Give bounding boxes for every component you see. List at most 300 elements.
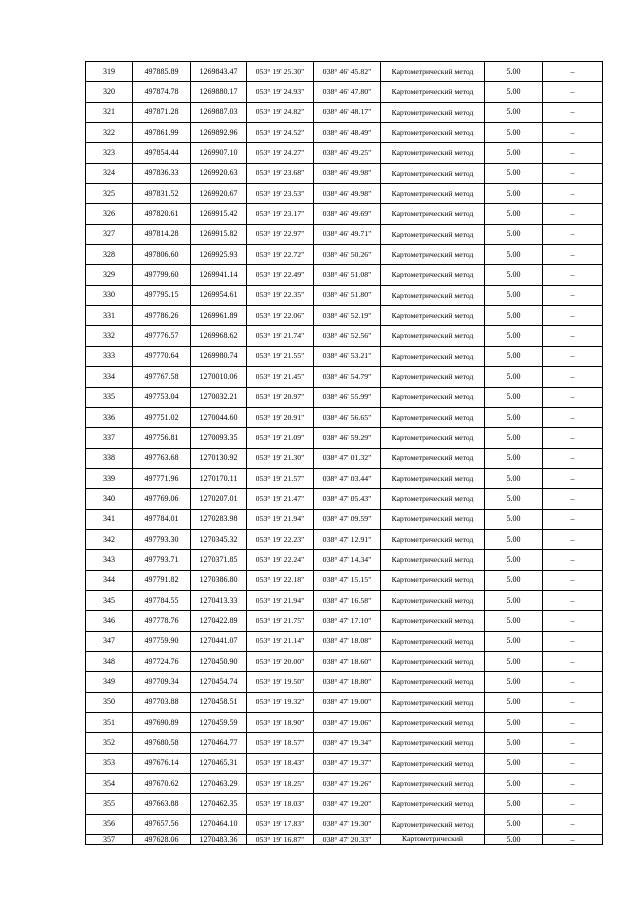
method-cell: Картометрический метод (381, 265, 485, 285)
x-coordinate-cell: 497795.15 (133, 285, 191, 305)
note-cell: – (543, 733, 603, 753)
note-cell: – (543, 692, 603, 712)
x-coordinate-cell: 497814.28 (133, 224, 191, 244)
accuracy-cell: 5.00 (485, 123, 543, 143)
note-cell: – (543, 163, 603, 183)
point-number-cell: 354 (86, 774, 133, 794)
x-coordinate-cell: 497724.76 (133, 651, 191, 671)
table-row (86, 713, 603, 733)
method-cell: Картометрический метод (381, 285, 485, 305)
y-coordinate-cell: 1270450.90 (191, 651, 247, 671)
y-coordinate-cell: 1270345.32 (191, 529, 247, 549)
accuracy-cell: 5.00 (485, 184, 543, 204)
longitude-cell: 038° 47' 05.43" (314, 489, 381, 509)
table-row (86, 651, 603, 671)
y-coordinate-cell: 1270454.74 (191, 672, 247, 692)
x-coordinate-cell: 497756.81 (133, 428, 191, 448)
latitude-cell: 053° 19' 22.49" (247, 265, 314, 285)
method-cell: Картометрический метод (381, 550, 485, 570)
point-number-cell: 337 (86, 428, 133, 448)
y-coordinate-cell: 1270371.85 (191, 550, 247, 570)
table-row (86, 143, 603, 163)
method-cell: Картометрический метод (381, 62, 485, 82)
latitude-cell: 053° 19' 23.17" (247, 204, 314, 224)
longitude-cell: 038° 47' 19.20" (314, 794, 381, 814)
point-number-cell: 330 (86, 285, 133, 305)
latitude-cell: 053° 19' 25.30" (247, 62, 314, 82)
y-coordinate-cell: 1270483.36 (191, 835, 247, 845)
method-cell: Картометрический метод (381, 123, 485, 143)
method-cell: Картометрический метод (381, 387, 485, 407)
y-coordinate-cell: 1269920.63 (191, 163, 247, 183)
accuracy-cell: 5.00 (485, 774, 543, 794)
method-cell: Картометрический метод (381, 102, 485, 122)
y-coordinate-cell: 1270462.35 (191, 794, 247, 814)
longitude-cell: 038° 46' 52.56" (314, 326, 381, 346)
longitude-cell: 038° 47' 12.91" (314, 529, 381, 549)
y-coordinate-cell: 1270207.01 (191, 489, 247, 509)
accuracy-cell: 5.00 (485, 672, 543, 692)
x-coordinate-cell: 497657.56 (133, 814, 191, 834)
y-coordinate-cell: 1269880.17 (191, 82, 247, 102)
method-cell: Картометрический метод (381, 326, 485, 346)
x-coordinate-cell: 497628.06 (133, 835, 191, 845)
point-number-cell: 352 (86, 733, 133, 753)
latitude-cell: 053° 19' 21.14" (247, 631, 314, 651)
method-cell: Картометрический метод (381, 692, 485, 712)
y-coordinate-cell: 1270422.89 (191, 611, 247, 631)
y-coordinate-cell: 1270441.07 (191, 631, 247, 651)
table-row (86, 611, 603, 631)
y-coordinate-cell: 1270464.10 (191, 814, 247, 834)
table-row (86, 835, 603, 845)
point-number-cell: 334 (86, 367, 133, 387)
point-number-cell: 319 (86, 62, 133, 82)
y-coordinate-cell: 1269968.62 (191, 326, 247, 346)
note-cell: – (543, 407, 603, 427)
x-coordinate-cell: 497861.99 (133, 123, 191, 143)
method-cell: Картометрический метод (381, 814, 485, 834)
table-row (86, 204, 603, 224)
accuracy-cell: 5.00 (485, 285, 543, 305)
method-cell: Картометрический метод (381, 672, 485, 692)
point-number-cell: 350 (86, 692, 133, 712)
method-cell: Картометрический метод (381, 245, 485, 265)
x-coordinate-cell: 497778.76 (133, 611, 191, 631)
table-row (86, 489, 603, 509)
latitude-cell: 053° 19' 21.55" (247, 346, 314, 366)
method-cell: Картометрический метод (381, 774, 485, 794)
table-row (86, 794, 603, 814)
accuracy-cell: 5.00 (485, 82, 543, 102)
accuracy-cell: 5.00 (485, 346, 543, 366)
latitude-cell: 053° 19' 21.57" (247, 468, 314, 488)
method-cell: Картометрический метод (381, 468, 485, 488)
longitude-cell: 038° 46' 49.98" (314, 163, 381, 183)
method-cell: Картометрический метод (381, 82, 485, 102)
latitude-cell: 053° 19' 22.72" (247, 245, 314, 265)
coordinates-table (85, 61, 603, 845)
accuracy-cell: 5.00 (485, 529, 543, 549)
accuracy-cell: 5.00 (485, 62, 543, 82)
method-cell: Картометрический метод (381, 733, 485, 753)
x-coordinate-cell: 497793.30 (133, 529, 191, 549)
latitude-cell: 053° 19' 22.23" (247, 529, 314, 549)
longitude-cell: 038° 46' 55.99" (314, 387, 381, 407)
longitude-cell: 038° 47' 18.80" (314, 672, 381, 692)
note-cell: – (543, 204, 603, 224)
latitude-cell: 053° 19' 22.18" (247, 570, 314, 590)
point-number-cell: 338 (86, 448, 133, 468)
accuracy-cell: 5.00 (485, 265, 543, 285)
table-row (86, 468, 603, 488)
method-cell: Картометрический метод (381, 631, 485, 651)
y-coordinate-cell: 1270032.21 (191, 387, 247, 407)
accuracy-cell: 5.00 (485, 611, 543, 631)
x-coordinate-cell: 497776.57 (133, 326, 191, 346)
latitude-cell: 053° 19' 18.03" (247, 794, 314, 814)
x-coordinate-cell: 497769.06 (133, 489, 191, 509)
accuracy-cell: 5.00 (485, 224, 543, 244)
accuracy-cell: 5.00 (485, 713, 543, 733)
method-cell: Картометрический метод (381, 346, 485, 366)
note-cell: – (543, 672, 603, 692)
table-row (86, 814, 603, 834)
accuracy-cell: 5.00 (485, 489, 543, 509)
point-number-cell: 349 (86, 672, 133, 692)
latitude-cell: 053° 19' 24.52" (247, 123, 314, 143)
method-cell: Картометрический метод (381, 611, 485, 631)
method-cell: Картометрический метод (381, 753, 485, 773)
latitude-cell: 053° 19' 22.35" (247, 285, 314, 305)
method-cell: Картометрический метод (381, 713, 485, 733)
table-row (86, 774, 603, 794)
method-cell: Картометрический метод (381, 143, 485, 163)
note-cell: – (543, 326, 603, 346)
x-coordinate-cell: 497784.55 (133, 590, 191, 610)
point-number-cell: 345 (86, 590, 133, 610)
y-coordinate-cell: 1269887.03 (191, 102, 247, 122)
note-cell: – (543, 550, 603, 570)
point-number-cell: 344 (86, 570, 133, 590)
accuracy-cell: 5.00 (485, 367, 543, 387)
longitude-cell: 038° 47' 01.32" (314, 448, 381, 468)
point-number-cell: 339 (86, 468, 133, 488)
latitude-cell: 053° 19' 21.74" (247, 326, 314, 346)
latitude-cell: 053° 19' 21.47" (247, 489, 314, 509)
method-cell: Картометрический метод (381, 529, 485, 549)
table-row (86, 82, 603, 102)
table-row (86, 448, 603, 468)
accuracy-cell: 5.00 (485, 448, 543, 468)
note-cell: – (543, 448, 603, 468)
note-cell: – (543, 62, 603, 82)
latitude-cell: 053° 19' 21.94" (247, 509, 314, 529)
longitude-cell: 038° 47' 15.15" (314, 570, 381, 590)
x-coordinate-cell: 497680.58 (133, 733, 191, 753)
point-number-cell: 322 (86, 123, 133, 143)
x-coordinate-cell: 497767.58 (133, 367, 191, 387)
x-coordinate-cell: 497871.28 (133, 102, 191, 122)
latitude-cell: 053° 19' 20.91" (247, 407, 314, 427)
point-number-cell: 346 (86, 611, 133, 631)
longitude-cell: 038° 46' 59.29" (314, 428, 381, 448)
table-row (86, 367, 603, 387)
latitude-cell: 053° 19' 17.83" (247, 814, 314, 834)
longitude-cell: 038° 46' 49.98" (314, 184, 381, 204)
note-cell: – (543, 753, 603, 773)
accuracy-cell: 5.00 (485, 428, 543, 448)
table-row (86, 265, 603, 285)
longitude-cell: 038° 47' 17.10" (314, 611, 381, 631)
table-row (86, 306, 603, 326)
table-row (86, 102, 603, 122)
note-cell: – (543, 306, 603, 326)
longitude-cell: 038° 46' 51.80" (314, 285, 381, 305)
point-number-cell: 333 (86, 346, 133, 366)
point-number-cell: 342 (86, 529, 133, 549)
point-number-cell: 328 (86, 245, 133, 265)
longitude-cell: 038° 46' 53.21" (314, 346, 381, 366)
note-cell: – (543, 184, 603, 204)
x-coordinate-cell: 497753.04 (133, 387, 191, 407)
accuracy-cell: 5.00 (485, 590, 543, 610)
accuracy-cell: 5.00 (485, 387, 543, 407)
note-cell: – (543, 570, 603, 590)
accuracy-cell: 5.00 (485, 102, 543, 122)
table-row (86, 326, 603, 346)
latitude-cell: 053° 19' 21.75" (247, 611, 314, 631)
x-coordinate-cell: 497793.71 (133, 550, 191, 570)
table-row (86, 529, 603, 549)
note-cell: – (543, 489, 603, 509)
accuracy-cell: 5.00 (485, 550, 543, 570)
point-number-cell: 324 (86, 163, 133, 183)
y-coordinate-cell: 1270464.77 (191, 733, 247, 753)
note-cell: – (543, 123, 603, 143)
latitude-cell: 053° 19' 24.82" (247, 102, 314, 122)
y-coordinate-cell: 1270463.29 (191, 774, 247, 794)
point-number-cell: 340 (86, 489, 133, 509)
x-coordinate-cell: 497676.14 (133, 753, 191, 773)
accuracy-cell: 5.00 (485, 814, 543, 834)
longitude-cell: 038° 46' 54.79" (314, 367, 381, 387)
accuracy-cell: 5.00 (485, 306, 543, 326)
latitude-cell: 053° 19' 24.93" (247, 82, 314, 102)
latitude-cell: 053° 19' 18.90" (247, 713, 314, 733)
method-cell: Картометрический метод (381, 651, 485, 671)
table-row (86, 285, 603, 305)
y-coordinate-cell: 1269907.10 (191, 143, 247, 163)
table-row (86, 245, 603, 265)
x-coordinate-cell: 497831.52 (133, 184, 191, 204)
y-coordinate-cell: 1270386.80 (191, 570, 247, 590)
longitude-cell: 038° 47' 03.44" (314, 468, 381, 488)
point-number-cell: 351 (86, 713, 133, 733)
y-coordinate-cell: 1270093.35 (191, 428, 247, 448)
point-number-cell: 343 (86, 550, 133, 570)
longitude-cell: 038° 46' 49.25" (314, 143, 381, 163)
latitude-cell: 053° 19' 19.50" (247, 672, 314, 692)
longitude-cell: 038° 46' 45.82" (314, 62, 381, 82)
table-row (86, 590, 603, 610)
longitude-cell: 038° 46' 52.19" (314, 306, 381, 326)
latitude-cell: 053° 19' 18.57" (247, 733, 314, 753)
latitude-cell: 053° 19' 20.97" (247, 387, 314, 407)
x-coordinate-cell: 497799.60 (133, 265, 191, 285)
accuracy-cell: 5.00 (485, 407, 543, 427)
longitude-cell: 038° 46' 50.26" (314, 245, 381, 265)
table-row (86, 509, 603, 529)
point-number-cell: 356 (86, 814, 133, 834)
x-coordinate-cell: 497806.60 (133, 245, 191, 265)
longitude-cell: 038° 47' 14.34" (314, 550, 381, 570)
y-coordinate-cell: 1269954.61 (191, 285, 247, 305)
longitude-cell: 038° 47' 19.00" (314, 692, 381, 712)
method-cell: Картометрический метод (381, 204, 485, 224)
note-cell: – (543, 245, 603, 265)
method-cell: Картометрический метод (381, 509, 485, 529)
latitude-cell: 053° 19' 22.24" (247, 550, 314, 570)
method-cell: Картометрический метод (381, 448, 485, 468)
note-cell: – (543, 143, 603, 163)
y-coordinate-cell: 1269941.14 (191, 265, 247, 285)
accuracy-cell: 5.00 (485, 468, 543, 488)
note-cell: – (543, 713, 603, 733)
accuracy-cell: 5.00 (485, 631, 543, 651)
longitude-cell: 038° 47' 18.60" (314, 651, 381, 671)
point-number-cell: 335 (86, 387, 133, 407)
note-cell: – (543, 346, 603, 366)
note-cell: – (543, 814, 603, 834)
note-cell: – (543, 631, 603, 651)
note-cell: – (543, 224, 603, 244)
x-coordinate-cell: 497759.90 (133, 631, 191, 651)
x-coordinate-cell: 497709.34 (133, 672, 191, 692)
point-number-cell: 331 (86, 306, 133, 326)
longitude-cell: 038° 46' 48.17" (314, 102, 381, 122)
x-coordinate-cell: 497820.61 (133, 204, 191, 224)
x-coordinate-cell: 497786.26 (133, 306, 191, 326)
table-row (86, 428, 603, 448)
note-cell: – (543, 102, 603, 122)
table-row (86, 387, 603, 407)
latitude-cell: 053° 19' 20.00" (247, 651, 314, 671)
method-cell: Картометрический метод (381, 428, 485, 448)
point-number-cell: 321 (86, 102, 133, 122)
accuracy-cell: 5.00 (485, 204, 543, 224)
longitude-cell: 038° 46' 49.71" (314, 224, 381, 244)
y-coordinate-cell: 1270283.98 (191, 509, 247, 529)
point-number-cell: 329 (86, 265, 133, 285)
table-row (86, 550, 603, 570)
y-coordinate-cell: 1269843.47 (191, 62, 247, 82)
note-cell: – (543, 529, 603, 549)
latitude-cell: 053° 19' 24.27" (247, 143, 314, 163)
table-row (86, 346, 603, 366)
x-coordinate-cell: 497690.89 (133, 713, 191, 733)
x-coordinate-cell: 497874.78 (133, 82, 191, 102)
point-number-cell: 348 (86, 651, 133, 671)
y-coordinate-cell: 1270459.59 (191, 713, 247, 733)
x-coordinate-cell: 497703.88 (133, 692, 191, 712)
latitude-cell: 053° 19' 21.09" (247, 428, 314, 448)
note-cell: – (543, 651, 603, 671)
note-cell: – (543, 835, 603, 845)
note-cell: – (543, 387, 603, 407)
point-number-cell: 326 (86, 204, 133, 224)
table-row (86, 733, 603, 753)
latitude-cell: 053° 19' 22.97" (247, 224, 314, 244)
longitude-cell: 038° 47' 20.33" (314, 835, 381, 845)
method-cell: Картометрический метод (381, 184, 485, 204)
x-coordinate-cell: 497771.96 (133, 468, 191, 488)
method-cell: Картометрический метод (381, 590, 485, 610)
longitude-cell: 038° 46' 56.65" (314, 407, 381, 427)
point-number-cell: 357 (86, 835, 133, 845)
y-coordinate-cell: 1269915.82 (191, 224, 247, 244)
longitude-cell: 038° 46' 49.69" (314, 204, 381, 224)
accuracy-cell: 5.00 (485, 509, 543, 529)
accuracy-cell: 5.00 (485, 692, 543, 712)
longitude-cell: 038° 47' 09.59" (314, 509, 381, 529)
y-coordinate-cell: 1269925.93 (191, 245, 247, 265)
accuracy-cell: 5.00 (485, 326, 543, 346)
point-number-cell: 320 (86, 82, 133, 102)
x-coordinate-cell: 497854.44 (133, 143, 191, 163)
y-coordinate-cell: 1269961.89 (191, 306, 247, 326)
note-cell: – (543, 82, 603, 102)
method-cell: Картометрический метод (381, 163, 485, 183)
longitude-cell: 038° 47' 19.06" (314, 713, 381, 733)
method-cell: Картометрический (381, 835, 485, 845)
table-row (86, 123, 603, 143)
table-row (86, 692, 603, 712)
note-cell: – (543, 774, 603, 794)
note-cell: – (543, 285, 603, 305)
longitude-cell: 038° 47' 18.08" (314, 631, 381, 651)
table-row (86, 407, 603, 427)
x-coordinate-cell: 497751.02 (133, 407, 191, 427)
point-number-cell: 327 (86, 224, 133, 244)
latitude-cell: 053° 19' 16.87" (247, 835, 314, 845)
y-coordinate-cell: 1269980.74 (191, 346, 247, 366)
table-row (86, 753, 603, 773)
longitude-cell: 038° 47' 19.30" (314, 814, 381, 834)
longitude-cell: 038° 47' 19.26" (314, 774, 381, 794)
note-cell: – (543, 590, 603, 610)
y-coordinate-cell: 1269915.42 (191, 204, 247, 224)
table-row (86, 631, 603, 651)
accuracy-cell: 5.00 (485, 570, 543, 590)
y-coordinate-cell: 1270465.31 (191, 753, 247, 773)
accuracy-cell: 5.00 (485, 143, 543, 163)
point-number-cell: 353 (86, 753, 133, 773)
longitude-cell: 038° 46' 48.49" (314, 123, 381, 143)
method-cell: Картометрический метод (381, 306, 485, 326)
x-coordinate-cell: 497763.68 (133, 448, 191, 468)
method-cell: Картометрический метод (381, 570, 485, 590)
point-number-cell: 336 (86, 407, 133, 427)
y-coordinate-cell: 1269892.96 (191, 123, 247, 143)
accuracy-cell: 5.00 (485, 245, 543, 265)
x-coordinate-cell: 497885.89 (133, 62, 191, 82)
table-row (86, 224, 603, 244)
point-number-cell: 347 (86, 631, 133, 651)
point-number-cell: 332 (86, 326, 133, 346)
latitude-cell: 053° 19' 23.68" (247, 163, 314, 183)
note-cell: – (543, 794, 603, 814)
